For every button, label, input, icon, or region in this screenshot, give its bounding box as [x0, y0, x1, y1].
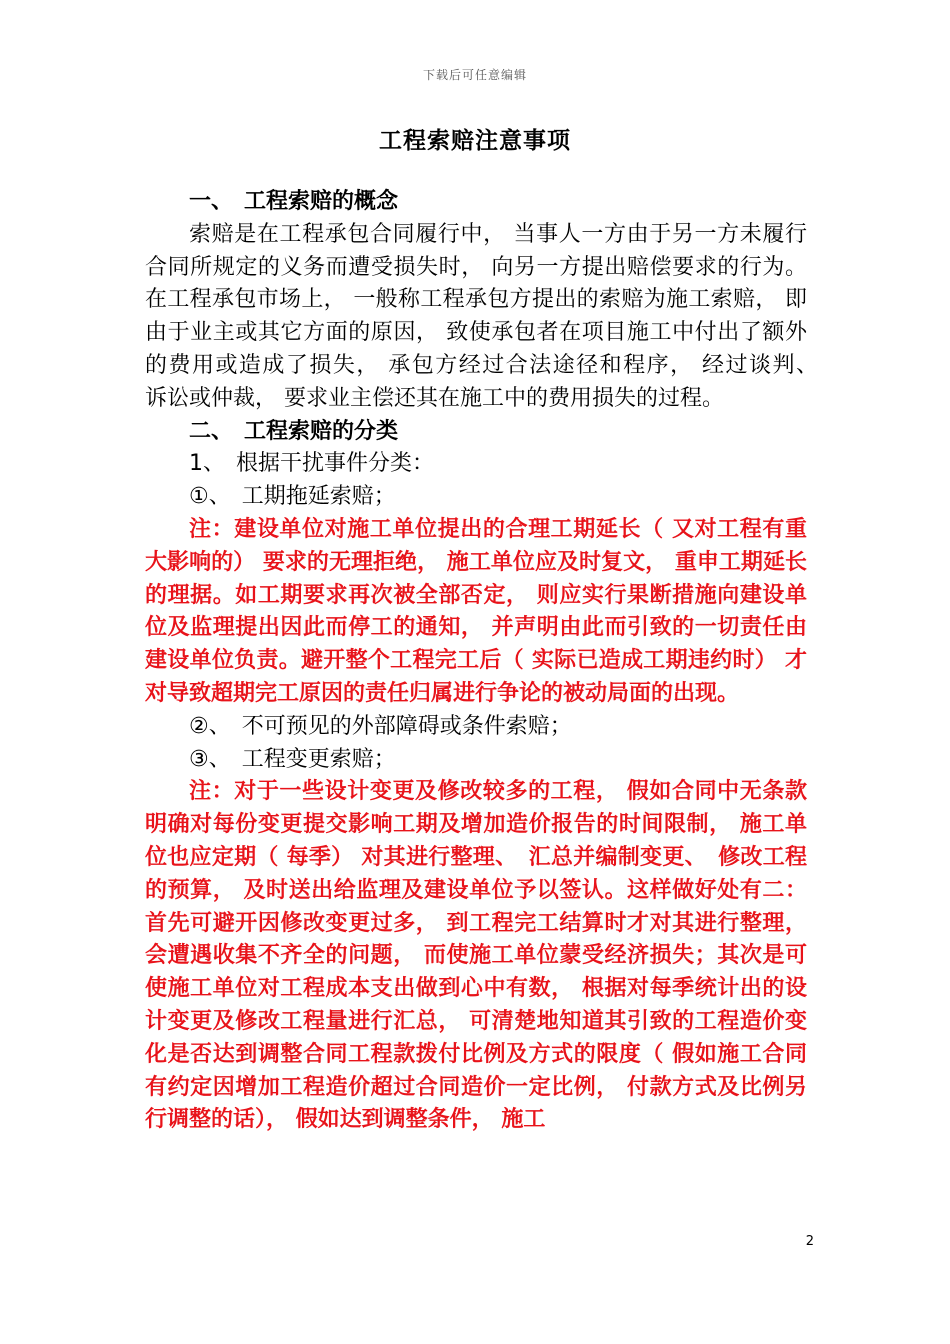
page-header: 下载后可任意编辑 — [422, 68, 527, 82]
list-item-obstacle-claim: ②、 不可预见的外部障碍或条件索赔； — [189, 713, 572, 739]
document-title: 工程索赔注意事项 — [379, 128, 571, 154]
list-item-change-claim: ③、 工程变更索赔； — [189, 746, 396, 772]
page-number: 2 — [805, 1234, 814, 1249]
document-body — [145, 186, 830, 1137]
subheading-by-event: 1、 根据干扰事件分类： — [189, 451, 434, 477]
list-item-delay-claim: ①、 工期拖延索赔； — [189, 484, 396, 510]
section-heading-concept: 一、 工程索赔的概念 — [189, 189, 399, 214]
note-change-claim: 注：对于一些设计变更及修改较多的工程， 假如合同中无条款明确对每份变更提交影响工期及增加造价报告的时间限制， 施工单位也应定期（ 每季） 对其进行整理、 汇总并编制变更、 修改工程的预算， 及时送出给监理及建设单位予以签认。这样做好处有二：首先可避开因修改变更过多， 到工程完工结算时才对其进行整理， 会遭遇收集不齐全的问题， 而使施工单位蒙受经济损失；其次是可使施工单位对工程成本支出做到心中有数， 根据对每季统计出的设计变更及修改工程量进行汇总， 可清楚地知道其引致的工程造价变化是否达到调整合同工程款拨付比例及方式的限度（ 假如施工合同有约定因增加工程造价超过合同造价一定比例， 付款方式及比例另行调整的话）， 假如达到调整条件， 施工 — [145, 779, 807, 1133]
paragraph-concept: 索赔是在工程承包合同履行中， 当事人一方由于另一方未履行合同所规定的义务而遭受损失时， 向另一方提出赔偿要求的行为。在工程承包市场上， 一般称工程承包方提出的索赔为施工索赔， 即由于业主或其它方面的原因， 致使承包者在项目施工中付出了额外的费用或造成了损失， 承包方经过合法途径和程序， 经过谈判、 诉讼或仲裁， 要求业主偿还其在施工中的费用损失的过程。 — [145, 221, 830, 411]
note-delay-claim: 注：建设单位对施工单位提出的合理工期延长（ 又对工程有重大影响的） 要求的无理拒绝， 施工单位应及时复文， 重申工期延长的理据。如工期要求再次被全部否定， 则应实行果断措施向建设单位及监理提出因此而停工的通知， 并声明由此而引致的一切责任由建设单位负责。避开整个工程完工后（ 实际已造成工期违约时） 才对导致超期完工原因的责任归属进行争论的被动局面的出现。 — [145, 516, 807, 706]
section-heading-classification: 二、 工程索赔的分类 — [189, 418, 399, 444]
